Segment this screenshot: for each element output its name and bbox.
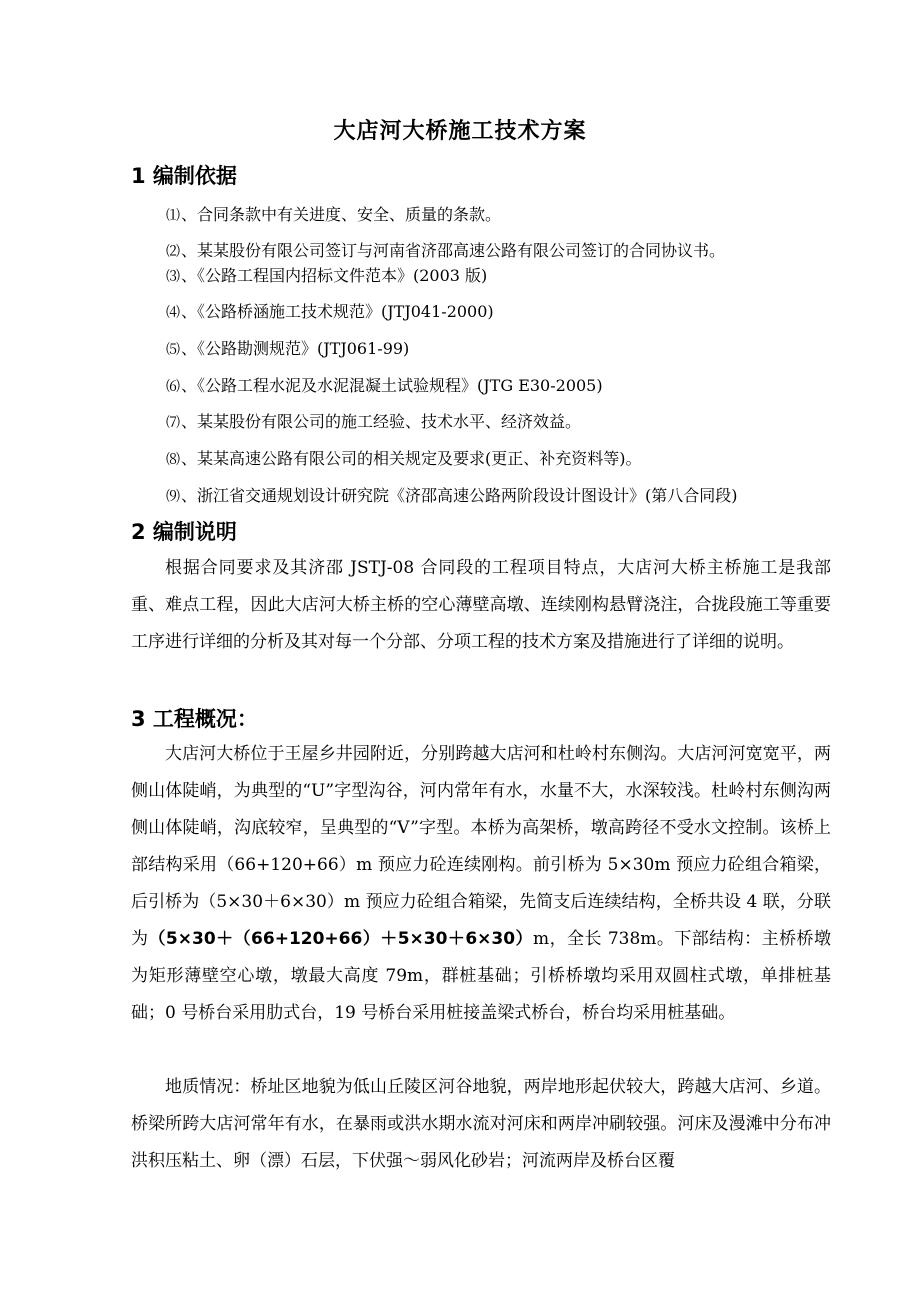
list-item xyxy=(166,483,738,506)
item-number: ⑵ xyxy=(166,244,180,260)
item-text: 、《公路桥涵施工技术规范》(JTJ041-2000) xyxy=(181,302,494,321)
item-text: 、浙江省交通规划设计研究院《济邵高速公路两阶段设计图设计》(第八合同段) xyxy=(181,486,738,505)
item-number: ⑴ xyxy=(166,208,180,224)
item-text: 、某某股份有限公司签订与河南省济邵高速公路有限公司签订的合同协议书。 xyxy=(181,241,726,260)
section-heading-overview: 3 工程概况： xyxy=(131,707,258,731)
document-title: 大店河大桥施工技术方案 xyxy=(333,118,587,144)
paragraph-notes: 根据合同要求及其济邵 JSTJ-08 合同段的工程项目特点，大店河大桥主桥施工是我部重、难点工程，因此大店河大桥主桥的空心薄壁高墩、连续刚构悬臂浇注，合拢段施工等重要工序进行详细的分析及其对每一个分部、分项工程的技术方案及措施进行了详细的说明。 xyxy=(131,558,831,652)
overview-bold-span: （5×30＋（66+120+66）＋5×30＋6×30） xyxy=(148,929,534,949)
item-text: 、合同条款中有关进度、安全、质量的条款。 xyxy=(181,205,502,224)
item-text: 、《公路工程国内招标文件范本》(2003 版) xyxy=(181,266,488,285)
list-item xyxy=(166,336,409,359)
item-text: 、《公路勘测规范》(JTJ061-99) xyxy=(181,339,410,358)
list-item xyxy=(166,202,501,225)
section-heading-notes: 2 编制说明 xyxy=(131,520,237,544)
section-heading-basis: 1 编制依据 xyxy=(131,164,237,188)
list-item xyxy=(166,409,581,432)
item-text: 、某某股份有限公司的施工经验、技术水平、经济效益。 xyxy=(181,412,582,431)
item-number: ⑻ xyxy=(166,452,180,468)
item-number: ⑸ xyxy=(166,342,180,358)
item-number: ⑷ xyxy=(166,305,180,321)
paragraph-overview xyxy=(131,736,831,1032)
list-item xyxy=(166,263,487,286)
list-item xyxy=(166,238,725,261)
list-item xyxy=(166,299,494,322)
item-number: ⑹ xyxy=(166,379,180,395)
overview-text-a: 大店河大桥位于王屋乡井园附近，分别跨越大店河和杜岭村东侧沟。大店河河宽宽平，两侧山体陡峭，为典型的“U”字型沟谷，河内常年有水，水量不大，水深较浅。杜岭村东侧沟两侧山体陡峭，沟底较窄，呈典型的“V”字型。本桥为高架桥，墩高跨径不受水文控制。该桥上部结构采用（66+120+66）m 预应力砼连续刚构。前引桥为 5×30m 预应力砼组合箱梁，后引桥为（5×30＋6×30）m 预应力砼组合箱梁，先简支后连续结构，全桥共设 4 联，分联为 xyxy=(131,744,831,949)
item-text: 、某某高速公路有限公司的相关规定及要求(更正、补充资料等)。 xyxy=(181,449,642,468)
list-item xyxy=(166,446,642,469)
item-number: ⑼ xyxy=(166,489,180,505)
overview-text-b: m，全长 738m。下部结构：主桥桥墩为矩形薄壁空心墩，墩最大高度 79m，群桩基础；引桥桥墩均采用双圆柱式墩，单排桩基础；0 号桥台采用肋式台，19 号桥台采用桩接盖梁式桥台，桥台均采用桩基础。 xyxy=(131,929,832,1023)
paragraph-geology: 地质情况：桥址区地貌为低山丘陵区河谷地貌，两岸地形起伏较大，跨越大店河、乡道。桥梁所跨大店河常年有水，在暴雨或洪水期水流对河床和两岸冲刷较强。河床及漫滩中分布冲洪积压粘土、卵（漂）石层，下伏强～弱风化砂岩；河流两岸及桥台区覆 xyxy=(131,1077,831,1171)
list-item xyxy=(166,373,603,396)
item-number: ⑶ xyxy=(166,269,180,285)
item-text: 、《公路工程水泥及水泥混凝土试验规程》(JTG E30-2005) xyxy=(181,376,603,395)
item-number: ⑺ xyxy=(166,415,180,431)
